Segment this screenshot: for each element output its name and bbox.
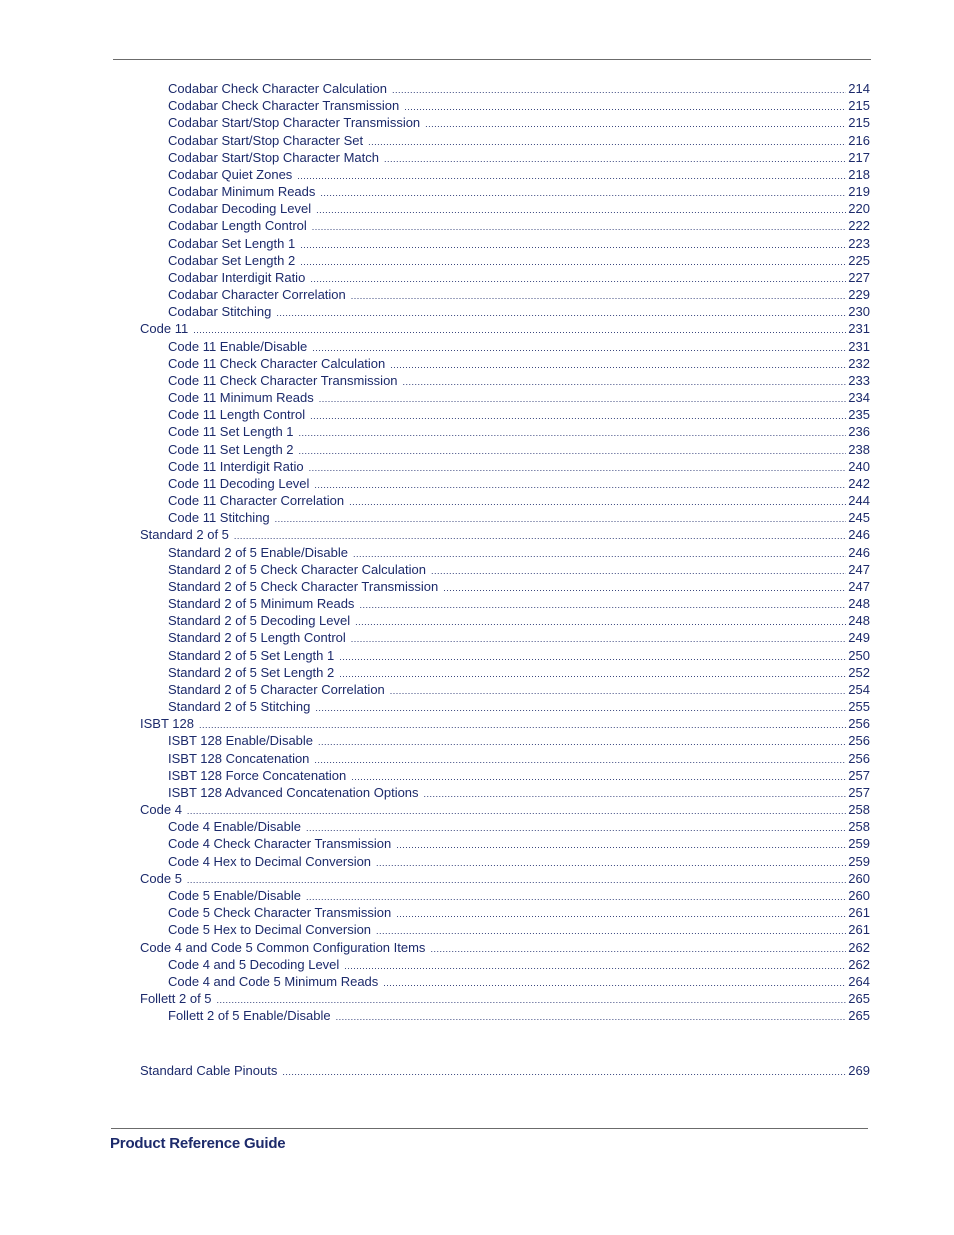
toc-entry[interactable] bbox=[140, 939, 870, 956]
toc-entry-label: Standard 2 of 5 Check Character Calculation bbox=[168, 561, 426, 577]
toc-entry-label: Codabar Stitching bbox=[168, 304, 272, 320]
toc-entry-page: 262 bbox=[848, 939, 870, 955]
toc-leader-dots bbox=[336, 1009, 847, 1026]
toc-entry-label: Standard 2 of 5 Decoding Level bbox=[168, 613, 351, 629]
toc-entry-page: 255 bbox=[848, 699, 870, 715]
toc-entry-label: Codabar Start/Stop Character Match bbox=[168, 149, 379, 165]
toc-entry-page: 218 bbox=[848, 166, 870, 182]
toc-entry-label: Standard 2 of 5 Set Length 2 bbox=[168, 664, 335, 680]
toc-entry[interactable] bbox=[168, 200, 870, 217]
toc-entry-page: 216 bbox=[848, 132, 870, 148]
toc-entry-label: Codabar Length Control bbox=[168, 218, 307, 234]
toc-entry-label: Code 11 Character Correlation bbox=[168, 493, 345, 509]
toc-entry[interactable] bbox=[168, 629, 870, 646]
toc-entry[interactable] bbox=[140, 801, 870, 818]
toc-entry[interactable] bbox=[168, 97, 870, 114]
toc-entry-label: Codabar Quiet Zones bbox=[168, 166, 293, 182]
toc-entry-label: Code 11 Set Length 2 bbox=[168, 441, 294, 457]
toc-entry-page: 254 bbox=[848, 681, 870, 697]
toc-entry[interactable] bbox=[168, 235, 870, 252]
toc-entry[interactable] bbox=[168, 784, 870, 801]
toc-entry[interactable] bbox=[168, 475, 870, 492]
toc-entry-label: Code 4 Check Character Transmission bbox=[168, 836, 392, 852]
footer-title: Product Reference Guide bbox=[110, 1135, 286, 1152]
toc-entry-page: 252 bbox=[848, 664, 870, 680]
toc-entry-label: Codabar Check Character Transmission bbox=[168, 98, 400, 114]
toc-entry-page: 236 bbox=[848, 424, 870, 440]
toc-entry-page: 249 bbox=[848, 630, 870, 646]
toc-entry[interactable] bbox=[168, 132, 870, 149]
toc-entry-page: 257 bbox=[848, 784, 870, 800]
toc-entry[interactable] bbox=[140, 990, 870, 1007]
toc-entry-label: Codabar Character Correlation bbox=[168, 287, 346, 303]
header-rule bbox=[113, 59, 871, 60]
toc-entry[interactable] bbox=[168, 921, 870, 938]
toc-entry-label: Codabar Set Length 2 bbox=[168, 252, 296, 268]
toc-entry[interactable] bbox=[168, 732, 870, 749]
toc-entry[interactable] bbox=[168, 750, 870, 767]
toc-entry[interactable] bbox=[168, 887, 870, 904]
toc-entry-page: 247 bbox=[848, 578, 870, 594]
toc-entry-page: 265 bbox=[848, 1008, 870, 1024]
toc-entry-label: Code 4 Hex to Decimal Conversion bbox=[168, 853, 372, 869]
toc-entry[interactable] bbox=[168, 578, 870, 595]
toc-entry-page: 219 bbox=[848, 184, 870, 200]
toc-entry[interactable] bbox=[168, 372, 870, 389]
toc-entry-page: 244 bbox=[848, 493, 870, 509]
toc-entry-label: Code 4 and Code 5 Minimum Reads bbox=[168, 973, 379, 989]
toc-entry-page: 264 bbox=[848, 973, 870, 989]
toc-entry[interactable] bbox=[168, 269, 870, 286]
toc-entry[interactable] bbox=[168, 114, 870, 131]
toc-entry-standard-cable-pinouts[interactable] bbox=[140, 1062, 870, 1079]
toc-entry-label: Standard 2 of 5 Stitching bbox=[168, 699, 311, 715]
toc-entry-page: 261 bbox=[848, 905, 870, 921]
toc-entry-label: Code 4 bbox=[140, 802, 182, 818]
toc-entry-page: 227 bbox=[848, 269, 870, 285]
toc-entry[interactable] bbox=[168, 853, 870, 870]
toc-entry-label: Follett 2 of 5 bbox=[140, 991, 212, 1006]
toc-entry-label: Standard 2 of 5 Length Control bbox=[168, 630, 346, 646]
toc-entry-label: Code 4 Enable/Disable bbox=[168, 819, 301, 835]
toc-entry-page: 240 bbox=[848, 458, 870, 474]
toc-entry-page: 231 bbox=[848, 321, 870, 337]
toc-entry-label: Follett 2 of 5 Enable/Disable bbox=[168, 1008, 331, 1024]
toc-entry-page: 261 bbox=[848, 922, 870, 938]
toc-entry-label: Standard 2 of 5 bbox=[140, 527, 229, 543]
toc-entry[interactable] bbox=[168, 458, 870, 475]
toc-entry-page: 257 bbox=[848, 767, 870, 783]
toc-entry-label: Code 11 Check Character Calculation bbox=[168, 355, 386, 371]
toc-entry-page: 259 bbox=[848, 836, 870, 852]
toc-entry[interactable] bbox=[168, 509, 870, 526]
toc-entry[interactable] bbox=[168, 389, 870, 406]
toc-entry-page: 235 bbox=[848, 407, 870, 423]
toc-entry-page: 256 bbox=[848, 750, 870, 766]
toc-entry-page: 246 bbox=[848, 527, 870, 543]
toc-entry[interactable] bbox=[168, 492, 870, 509]
toc-entry[interactable] bbox=[168, 664, 870, 681]
toc-entry[interactable] bbox=[168, 681, 870, 698]
toc-entry-page: 246 bbox=[848, 544, 870, 560]
toc-entry-label: ISBT 128 Advanced Concatenation Options bbox=[168, 784, 419, 800]
toc-entry-page: 259 bbox=[848, 853, 870, 869]
toc-entry-label: Codabar Minimum Reads bbox=[168, 184, 316, 200]
toc-entry-label: Code 11 Decoding Level bbox=[168, 475, 310, 491]
toc-entry-label: Standard 2 of 5 Enable/Disable bbox=[168, 544, 348, 560]
toc-entry[interactable] bbox=[168, 818, 870, 835]
toc-entry-page: 256 bbox=[848, 716, 870, 732]
toc-entry-page: 260 bbox=[848, 870, 870, 886]
toc-entry-page: 215 bbox=[848, 115, 870, 131]
toc-entry-label: Code 5 Enable/Disable bbox=[168, 887, 301, 903]
toc-entry-label: Standard 2 of 5 Set Length 1 bbox=[168, 647, 335, 663]
toc-entry-page: 232 bbox=[848, 355, 870, 371]
toc-entry-page: 242 bbox=[848, 475, 870, 491]
toc-entry-page: 247 bbox=[848, 561, 870, 577]
toc-entry[interactable] bbox=[168, 698, 870, 715]
toc-entry[interactable] bbox=[168, 973, 870, 990]
toc-entry-page: 217 bbox=[848, 149, 870, 165]
toc-entry-label: ISBT 128 Enable/Disable bbox=[168, 733, 314, 749]
toc-entry-page: 248 bbox=[848, 596, 870, 612]
toc-entry-label: Codabar Interdigit Ratio bbox=[168, 269, 306, 285]
footer-rule bbox=[111, 1128, 868, 1129]
toc-entry-page: 265 bbox=[848, 991, 870, 1006]
toc-entry[interactable] bbox=[168, 303, 870, 320]
toc-entry[interactable] bbox=[168, 423, 870, 440]
toc-entry[interactable] bbox=[140, 526, 870, 543]
toc-entry-label: Standard 2 of 5 Minimum Reads bbox=[168, 596, 355, 612]
toc-entry-label: Code 11 Interdigit Ratio bbox=[168, 458, 304, 474]
toc-entry-page: 256 bbox=[848, 733, 870, 749]
toc-entry-label: Code 11 Minimum Reads bbox=[168, 390, 314, 406]
toc-entry[interactable] bbox=[140, 715, 870, 732]
toc-entry-page: 220 bbox=[848, 201, 870, 217]
toc-entry[interactable] bbox=[168, 286, 870, 303]
toc-entry[interactable] bbox=[168, 166, 870, 183]
toc-entry-label: Code 11 Set Length 1 bbox=[168, 424, 294, 440]
toc-entry-label: Code 5 Hex to Decimal Conversion bbox=[168, 922, 372, 938]
toc-entry-page: 222 bbox=[848, 218, 870, 234]
toc-entry[interactable] bbox=[140, 870, 870, 887]
toc-entry-label: Standard Cable Pinouts bbox=[140, 1063, 278, 1078]
toc-entry-page: 260 bbox=[848, 887, 870, 903]
toc-entry-label: Code 11 Check Character Transmission bbox=[168, 372, 398, 388]
toc-entry-page: 245 bbox=[848, 510, 870, 526]
toc-entry[interactable] bbox=[168, 252, 870, 269]
toc-entry[interactable] bbox=[168, 767, 870, 784]
toc-leader-dots bbox=[282, 1064, 846, 1081]
toc-entry-label: Codabar Set Length 1 bbox=[168, 235, 296, 251]
toc-entry[interactable] bbox=[168, 441, 870, 458]
toc-entry-page: 248 bbox=[848, 613, 870, 629]
toc-entry-label: Standard 2 of 5 Check Character Transmission bbox=[168, 578, 439, 594]
toc-entry[interactable] bbox=[168, 647, 870, 664]
toc-entry[interactable] bbox=[168, 544, 870, 561]
toc-entry[interactable] bbox=[168, 338, 870, 355]
toc-entry-page: 233 bbox=[848, 372, 870, 388]
toc-entry-label: Codabar Start/Stop Character Set bbox=[168, 132, 364, 148]
toc-entry[interactable] bbox=[168, 835, 870, 852]
toc-entry-page: 234 bbox=[848, 390, 870, 406]
toc-entry-page: 258 bbox=[848, 802, 870, 818]
toc-entry-page: 269 bbox=[848, 1063, 870, 1078]
toc-entry[interactable] bbox=[168, 561, 870, 578]
toc-entry[interactable] bbox=[168, 406, 870, 423]
toc-entry-label: Codabar Decoding Level bbox=[168, 201, 312, 217]
toc-entry-label: ISBT 128 Force Concatenation bbox=[168, 767, 347, 783]
toc-entry-page: 231 bbox=[848, 338, 870, 354]
toc-entry-page: 215 bbox=[848, 98, 870, 114]
toc-entry-label: Code 4 and Code 5 Common Configuration Items bbox=[140, 939, 426, 955]
toc-entry[interactable] bbox=[168, 956, 870, 973]
toc-entry[interactable] bbox=[168, 149, 870, 166]
toc-entry-label: Code 11 Enable/Disable bbox=[168, 338, 308, 354]
toc-entry-label: Code 11 Length Control bbox=[168, 407, 306, 423]
toc-entry[interactable] bbox=[168, 217, 870, 234]
toc-entry-label: ISBT 128 bbox=[140, 716, 194, 732]
toc-entry-label: ISBT 128 Concatenation bbox=[168, 750, 310, 766]
toc-entry[interactable] bbox=[168, 183, 870, 200]
toc-entry-page: 229 bbox=[848, 287, 870, 303]
toc-entry-page: 225 bbox=[848, 252, 870, 268]
toc-entry[interactable] bbox=[168, 612, 870, 629]
toc-entry-page: 230 bbox=[848, 304, 870, 320]
toc-entry[interactable] bbox=[140, 320, 870, 337]
toc-entry-label: Code 5 bbox=[140, 870, 182, 886]
toc-entry-label: Standard 2 of 5 Character Correlation bbox=[168, 681, 385, 697]
toc-entry[interactable] bbox=[168, 1007, 870, 1024]
toc-entry-page: 238 bbox=[848, 441, 870, 457]
toc-entry-label: Codabar Start/Stop Character Transmission bbox=[168, 115, 421, 131]
toc-entry-page: 214 bbox=[848, 81, 870, 96]
toc-entry[interactable] bbox=[168, 904, 870, 921]
toc-entry-page: 262 bbox=[848, 956, 870, 972]
toc-entry-label: Codabar Check Character Calculation bbox=[168, 81, 387, 96]
toc-entry-page: 250 bbox=[848, 647, 870, 663]
toc-entry-label: Code 4 and 5 Decoding Level bbox=[168, 956, 340, 972]
toc-entry[interactable] bbox=[168, 355, 870, 372]
toc-entry[interactable] bbox=[168, 595, 870, 612]
toc-entry-label: Code 11 bbox=[140, 321, 189, 337]
toc-entry[interactable] bbox=[168, 80, 870, 97]
toc-entry-label: Code 5 Check Character Transmission bbox=[168, 905, 392, 921]
toc-entry-page: 258 bbox=[848, 819, 870, 835]
toc-entry-label: Code 11 Stitching bbox=[168, 510, 270, 526]
toc-entry-page: 223 bbox=[848, 235, 870, 251]
